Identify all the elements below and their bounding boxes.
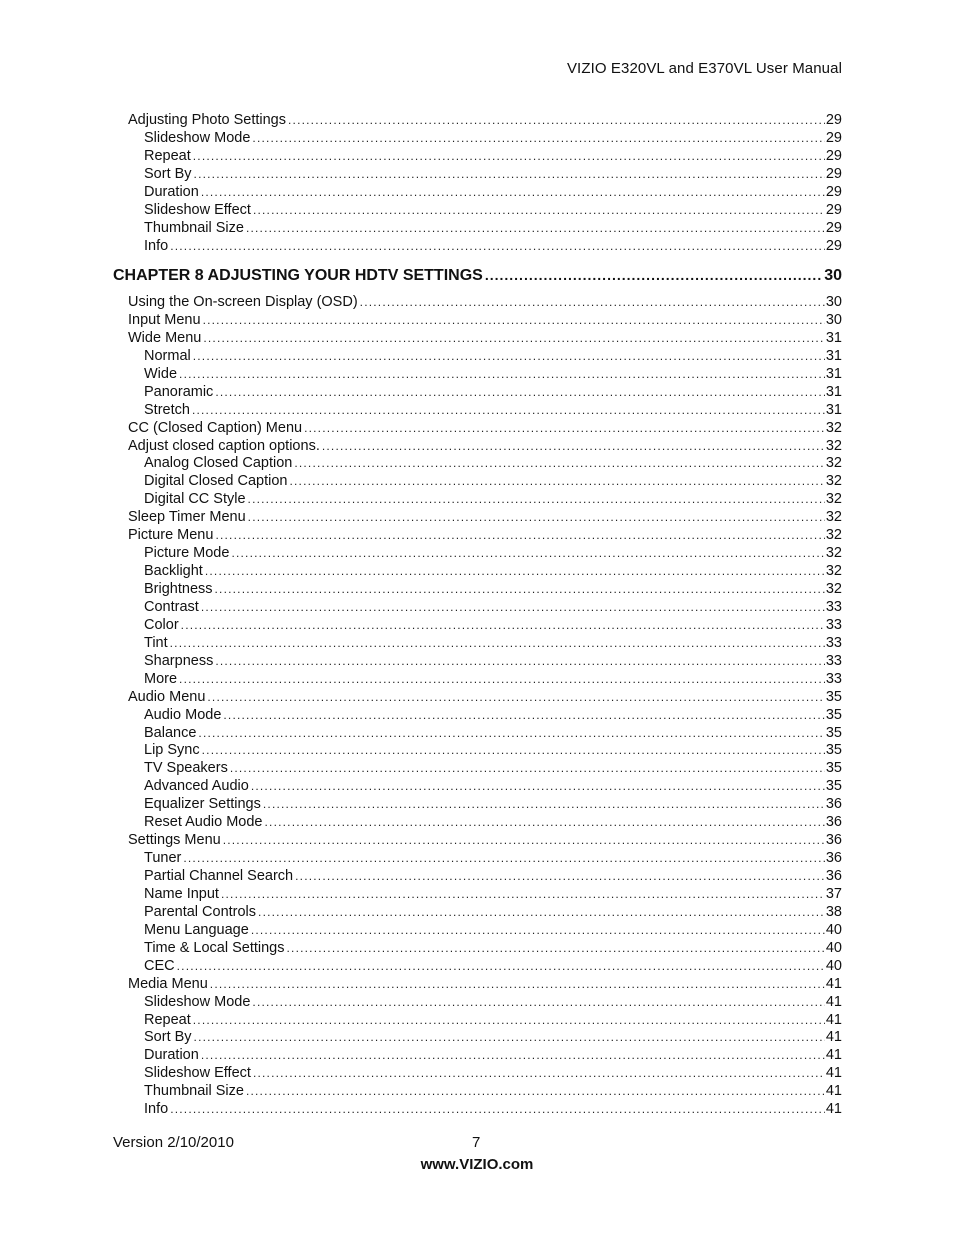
toc-entry-page: 41 [825,1029,842,1046]
toc-entry-page: 32 [825,455,842,472]
dot-leader [193,148,825,166]
toc-entry[interactable] [144,1029,842,1047]
toc-entry-title: Audio Mode [144,706,222,723]
toc-entry-title: Brightness [144,581,213,597]
toc-entry-title: Media Menu [128,975,208,992]
dot-leader [179,671,825,689]
toc-entry[interactable] [144,742,842,760]
toc-entry-title: Color [144,616,179,633]
toc-entry-page: 29 [825,183,842,200]
toc-entry[interactable] [144,473,842,491]
dot-leader [215,653,825,671]
dot-leader [207,689,824,707]
dot-leader [203,330,825,348]
footer-version: Version 2/10/2010 [113,1134,234,1151]
toc-entry-title: Backlight [144,563,203,580]
toc-entry-page: 33 [825,634,842,651]
toc-entry-page: 33 [825,616,842,633]
toc-entry-title: Thumbnail Size [144,219,244,236]
toc-entry[interactable] [144,868,842,886]
dot-leader [170,238,825,256]
dot-leader [203,312,825,330]
toc-entry[interactable] [144,148,842,166]
toc-entry-title: Slideshow Mode [144,129,251,146]
toc-entry-page: 29 [825,201,842,218]
dot-leader [201,1047,825,1065]
dot-leader [193,348,825,366]
toc-entry[interactable] [144,814,842,832]
toc-entry[interactable] [144,402,842,420]
toc-entry-title: Info [144,237,169,254]
chapter-page-number: 30 [824,267,842,284]
toc-entry[interactable] [128,976,842,994]
toc-entry-page: 29 [825,219,842,236]
toc-entry-page: 41 [825,975,842,992]
toc-entry[interactable] [128,438,842,456]
toc-entry-title: Sort By [144,165,192,182]
toc-entry[interactable] [144,581,842,599]
dot-leader [221,886,825,904]
toc-entry[interactable] [144,671,842,689]
toc-entry[interactable] [144,384,842,402]
toc-entry-title: TV Speakers [144,760,228,777]
dot-leader [265,814,825,832]
toc-entry-title: Slideshow Effect [144,1065,251,1082]
toc-entry-title: CEC [144,957,175,974]
toc-entry[interactable] [144,617,842,635]
dot-leader [215,581,825,599]
toc-entry-page: 36 [825,868,842,884]
toc-entry-page: 32 [825,545,842,562]
toc-chapter-heading[interactable] [113,264,842,287]
dot-leader [231,545,824,563]
toc-entry-page: 36 [825,796,842,813]
toc-entry[interactable] [144,1012,842,1030]
toc-entry[interactable] [144,238,842,256]
dot-leader [215,527,824,545]
dot-leader [205,563,825,581]
toc-entry-title: Wide [144,365,178,382]
toc-entry-page: 31 [825,401,842,418]
toc-entry-page: 29 [825,147,842,164]
toc-entry-page: 33 [825,670,842,687]
dot-leader [251,922,825,940]
footer-url-link[interactable]: www.VIZIO.com [420,1156,534,1173]
toc-entry[interactable] [144,166,842,184]
toc-entry[interactable] [128,832,842,850]
toc-list-pre-chapter [0,112,954,256]
toc-entry-title: Name Input [144,885,219,902]
dot-leader [295,868,825,886]
toc-entry[interactable] [128,509,842,527]
toc-entry-title: Repeat [144,147,191,164]
toc-entry[interactable] [144,707,842,725]
dot-leader [170,635,825,653]
toc-entry-page: 35 [825,742,842,759]
toc-entry-title: Slideshow Mode [144,993,251,1010]
toc-entry-page: 32 [825,437,842,454]
toc-entry-page: 30 [825,311,842,328]
dot-leader [181,617,825,635]
toc-entry[interactable] [128,330,842,348]
toc-entry[interactable] [144,778,842,796]
dot-leader [289,473,824,491]
toc-entry-page: 35 [825,688,842,705]
toc-entry[interactable] [144,545,842,563]
toc-entry-page: 30 [825,294,842,310]
toc-entry-title: Digital Closed Caption [144,473,288,490]
toc-entry[interactable] [144,1065,842,1083]
dot-leader [170,1101,825,1119]
toc-entry-page: 31 [825,383,842,400]
dot-leader [304,420,825,438]
toc-entry-title: Slideshow Effect [144,201,251,218]
toc-entry-title: CC (Closed Caption) Menu [128,419,303,436]
toc-entry-title: Thumbnail Size [144,1083,244,1100]
toc-entry[interactable] [144,940,842,958]
toc-entry[interactable] [144,184,842,202]
toc-entry-title: Picture Menu [128,527,214,544]
dot-leader [246,1083,825,1101]
dot-leader [253,1065,825,1083]
dot-leader [251,778,825,796]
toc-entry-page: 35 [825,778,842,795]
dot-leader [288,112,825,130]
toc-entry-page: 41 [825,1065,842,1082]
toc-entry-page: 36 [825,850,842,867]
dot-leader [230,760,825,778]
toc-entry[interactable] [144,994,842,1012]
toc-entry[interactable] [144,563,842,581]
toc-entry-title: Picture Mode [144,545,230,562]
toc-entry-title: Balance [144,724,197,741]
toc-entry-page: 29 [825,237,842,254]
toc-entry[interactable] [144,760,842,778]
toc-entry-page: 29 [825,129,842,146]
toc-entry-page: 40 [825,957,842,974]
dot-leader [252,130,824,148]
toc-entry-title: Digital CC Style [144,491,246,508]
toc-entry-page: 40 [825,939,842,956]
toc-entry-title: Advanced Audio [144,778,249,795]
dot-leader [248,491,825,509]
toc-entry-title: Reset Audio Mode [144,814,263,831]
toc-entry[interactable] [128,294,842,312]
toc-entry-page: 37 [825,885,842,902]
toc-entry-title: More [144,670,178,687]
toc-entry[interactable] [144,599,842,617]
toc-entry[interactable] [128,689,842,707]
toc-entry[interactable] [128,112,842,130]
toc-entry[interactable] [144,635,842,653]
toc-entry[interactable] [144,796,842,814]
toc-entry-page: 31 [825,365,842,382]
toc-entry[interactable] [128,527,842,545]
toc-entry-title: Menu Language [144,921,249,938]
toc-entry-page: 32 [825,581,842,597]
toc-entry[interactable] [144,958,842,976]
toc-entry-title: Adjusting Photo Settings [128,112,286,128]
toc-entry-title: Partial Channel Search [144,868,294,884]
toc-entry-page: 41 [825,993,842,1010]
toc-entry-title: Using the On-screen Display (OSD) [128,294,358,310]
toc-entry-page: 32 [825,563,842,580]
dot-leader [179,366,825,384]
toc-entry-page: 32 [825,527,842,544]
toc-entry[interactable] [144,130,842,148]
toc-entry[interactable] [144,455,842,473]
toc-entry-title: Info [144,1101,169,1118]
toc-entry-page: 35 [825,706,842,723]
toc-entry-title: Duration [144,183,199,200]
toc-entry-title: Parental Controls [144,903,257,920]
dot-leader [322,438,825,456]
toc-entry-title: Equalizer Settings [144,796,261,813]
toc-entry-page: 35 [825,760,842,777]
toc-entry[interactable] [144,725,842,743]
dot-leader [246,220,825,238]
dot-leader [210,976,825,994]
toc-entry-title: Lip Sync [144,742,200,759]
toc-entry[interactable] [128,420,842,438]
dot-leader [263,796,825,814]
toc-entry[interactable] [144,491,842,509]
dot-leader [183,850,825,868]
toc-entry-page: 31 [825,347,842,364]
toc-list-chapter-8 [0,294,954,1119]
toc-entry[interactable] [144,922,842,940]
dot-leader [177,958,825,976]
toc-entry-page: 33 [825,598,842,615]
toc-entry-title: Sleep Timer Menu [128,509,246,526]
toc-entry[interactable] [144,1083,842,1101]
toc-entry-page: 41 [825,1011,842,1028]
dot-leader [252,994,824,1012]
toc-entry-page: 32 [825,491,842,508]
toc-entry[interactable] [144,653,842,671]
toc-entry-title: Duration [144,1047,199,1064]
dot-leader [258,904,825,922]
toc-entry-title: Settings Menu [128,832,221,849]
dot-leader [194,166,825,184]
toc-entry-page: 33 [825,652,842,669]
toc-entry-title: Contrast [144,598,199,615]
toc-entry[interactable] [144,1047,842,1065]
dot-leader [294,455,825,473]
toc-entry-page: 32 [825,509,842,526]
toc-entry-page: 40 [825,921,842,938]
dot-leader [360,294,825,312]
toc-entry-title: Tuner [144,850,182,867]
toc-entry[interactable] [144,886,842,904]
toc-entry-title: Adjust closed caption options. [128,437,320,454]
toc-entry-page: 32 [825,419,842,436]
dot-leader [194,1029,825,1047]
toc-entry-page: 41 [825,1083,842,1100]
dot-leader [248,509,825,527]
dot-leader [202,742,825,760]
toc-entry-title: Time & Local Settings [144,939,285,956]
footer-page-number: 7 [472,1134,481,1151]
toc-entry-title: Sort By [144,1029,192,1046]
toc-entry-page: 35 [825,724,842,741]
dot-leader [201,599,825,617]
dot-leader [192,402,825,420]
toc-entry[interactable] [144,220,842,238]
toc-entry-page: 36 [825,832,842,849]
dot-leader [215,384,825,402]
toc-entry-page: 41 [825,1101,842,1118]
toc-entry-title: Normal [144,347,191,364]
toc-entry[interactable] [144,850,842,868]
chapter-title: CHAPTER 8 ADJUSTING YOUR HDTV SETTINGS [113,267,483,284]
toc-entry[interactable] [144,202,842,220]
toc-entry-title: Wide Menu [128,329,202,346]
toc-entry-page: 36 [825,814,842,831]
dot-leader [223,832,825,850]
toc-entry-title: Audio Menu [128,688,206,705]
dot-leader [287,940,825,958]
dot-leader [193,1012,825,1030]
toc-entry[interactable] [144,904,842,922]
toc-entry-title: Repeat [144,1011,191,1028]
toc-entry-title: Tint [144,634,168,651]
toc-entry-page: 29 [825,112,842,128]
toc-entry-title: Input Menu [128,311,201,328]
toc-entry-page: 31 [825,329,842,346]
toc-entry[interactable] [144,348,842,366]
toc-entry-page: 29 [825,165,842,182]
toc-entry[interactable] [144,1101,842,1119]
toc-entry-title: Stretch [144,401,190,418]
dot-leader [201,184,825,202]
dot-leader [253,202,825,220]
toc-entry-title: Analog Closed Caption [144,455,293,472]
dot-leader [223,707,824,725]
toc-entry-page: 41 [825,1047,842,1064]
toc-entry[interactable] [144,366,842,384]
toc-entry-title: Sharpness [144,652,214,669]
dot-leader [198,725,824,743]
toc-entry[interactable] [128,312,842,330]
manual-header-title: VIZIO E320VL and E370VL User Manual [566,60,842,77]
toc-entry-page: 32 [825,473,842,490]
toc-entry-title: Panoramic [144,383,214,400]
dot-leader [485,264,822,286]
toc-entry-page: 38 [825,903,842,920]
